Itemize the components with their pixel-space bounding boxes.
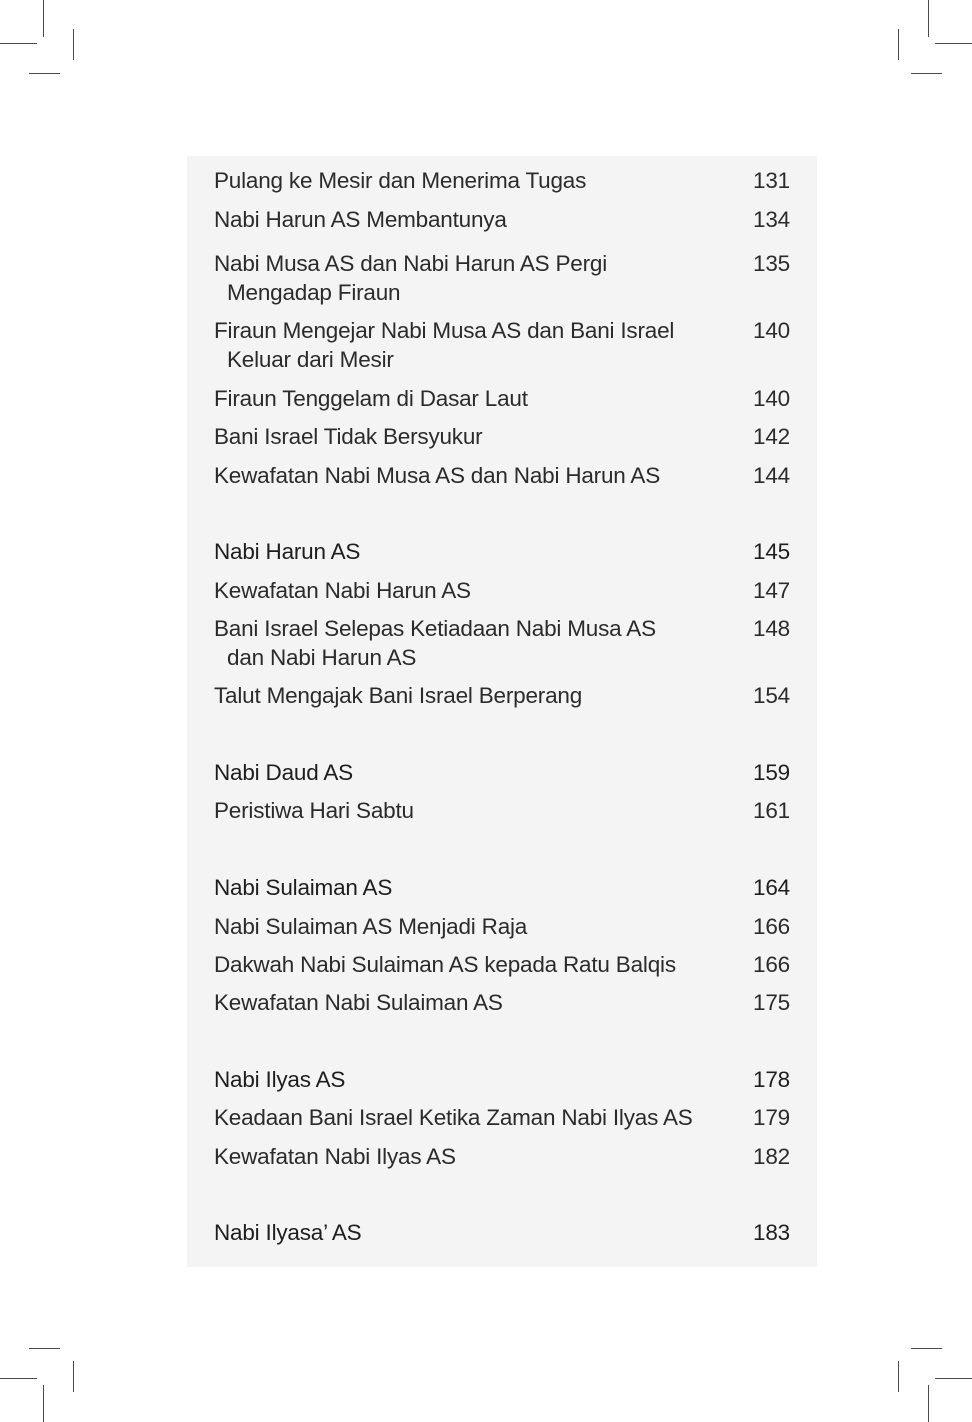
toc-entry-title [214, 384, 714, 413]
toc-section-entry[interactable] [214, 950, 790, 979]
toc-entry-title-line1: Bani Israel Tidak Bersyukur [214, 424, 483, 449]
toc-entry-title-line1: Nabi Ilyasa’ AS [214, 1220, 362, 1245]
toc-entry-title-line1: Kewafatan Nabi Sulaiman AS [214, 990, 503, 1015]
toc-entry-title [214, 576, 714, 605]
toc-entry-title [214, 422, 714, 451]
toc-chapter-entry[interactable] [214, 758, 790, 787]
toc-entry-title [214, 205, 714, 234]
crop-mark [898, 1361, 899, 1392]
toc-entry-title-line1: Talut Mengajak Bani Israel Berperang [214, 683, 583, 708]
toc-section-entry[interactable] [214, 912, 790, 941]
toc-entry-title [214, 1065, 714, 1094]
toc-entry-page-number: 145 [753, 539, 790, 564]
toc-entry-title-line1: Kewafatan Nabi Musa AS dan Nabi Harun AS [214, 463, 661, 488]
crop-mark [73, 1361, 74, 1392]
toc-section-entry[interactable] [214, 422, 790, 451]
toc-section-entry[interactable] [214, 681, 790, 710]
toc-entry-page-number: 159 [753, 760, 790, 785]
toc-entry-title-line1: Nabi Harun AS Membantunya [214, 207, 507, 232]
crop-mark [29, 1348, 60, 1349]
toc-section-entry[interactable] [214, 1142, 790, 1171]
crop-mark [911, 1348, 942, 1349]
crop-mark [928, 0, 929, 37]
toc-section-entry[interactable] [214, 205, 790, 234]
toc-entry-title [214, 537, 714, 566]
toc-section-entry[interactable] [214, 988, 790, 1017]
crop-mark [29, 73, 60, 74]
toc-entry-title-line1: Nabi Sulaiman AS Menjadi Raja [214, 914, 528, 939]
toc-entry-title [214, 316, 714, 374]
toc-entry-page-number: 140 [753, 386, 790, 411]
toc-entry-title [214, 988, 714, 1017]
toc-entry-title-line1: Kewafatan Nabi Harun AS [214, 578, 471, 603]
toc-entry-page-number: 161 [753, 798, 790, 823]
toc-entry-page-number: 179 [753, 1105, 790, 1130]
toc-entry-title-line1: Firaun Tenggelam di Dasar Laut [214, 386, 528, 411]
toc-entry-page-number: 182 [753, 1144, 790, 1169]
toc-entry-title [214, 873, 714, 902]
toc-entry-title [214, 1142, 714, 1171]
toc-entry-title [214, 681, 714, 710]
toc-entry-title-line1: Nabi Musa AS dan Nabi Harun AS Pergi [214, 251, 608, 276]
table-of-contents [187, 156, 817, 1267]
toc-entry-title-line1: Nabi Ilyas AS [214, 1067, 346, 1092]
toc-entry-page-number: 148 [753, 616, 790, 641]
toc-entry-title [214, 950, 714, 979]
toc-entry-title [214, 796, 714, 825]
toc-entry-page-number: 164 [753, 875, 790, 900]
toc-entry-title-line1: Bani Israel Selepas Ketiadaan Nabi Musa AS [214, 616, 656, 641]
toc-entry-page-number: 154 [753, 683, 790, 708]
crop-mark [935, 43, 972, 44]
toc-entry-title [214, 1218, 714, 1247]
toc-section-entry[interactable] [214, 614, 790, 672]
toc-chapter-entry[interactable] [214, 1065, 790, 1094]
toc-section-entry[interactable] [214, 796, 790, 825]
crop-mark [935, 1378, 972, 1379]
toc-section-entry[interactable] [214, 1103, 790, 1132]
toc-entry-title [214, 249, 714, 307]
toc-entry-title-line1: Keadaan Bani Israel Ketika Zaman Nabi Ilyas AS [214, 1105, 693, 1130]
toc-entry-title [214, 1103, 714, 1132]
crop-mark [0, 1378, 37, 1379]
toc-entry-title-line1: Kewafatan Nabi Ilyas AS [214, 1144, 456, 1169]
toc-entry-page-number: 166 [753, 952, 790, 977]
toc-entry-title-line1: Pulang ke Mesir dan Menerima Tugas [214, 168, 587, 193]
toc-section-entry[interactable] [214, 249, 790, 307]
toc-entry-page-number: 140 [753, 318, 790, 343]
toc-entry-title-line1: Peristiwa Hari Sabtu [214, 798, 414, 823]
toc-entry-title [214, 461, 714, 490]
toc-entry-page-number: 183 [753, 1220, 790, 1245]
toc-chapter-entry[interactable] [214, 873, 790, 902]
toc-section-entry[interactable] [214, 384, 790, 413]
crop-mark [898, 29, 899, 60]
toc-entry-title [214, 614, 714, 672]
toc-entry-title [214, 912, 714, 941]
crop-mark [43, 0, 44, 37]
toc-entry-title-line2: Keluar dari Mesir [227, 347, 394, 372]
toc-entry-page-number: 135 [753, 251, 790, 276]
toc-entry-page-number: 131 [753, 168, 790, 193]
toc-entry-title-line1: Nabi Sulaiman AS [214, 875, 393, 900]
crop-mark [911, 73, 942, 74]
toc-entry-title-line2: dan Nabi Harun AS [227, 645, 417, 670]
crop-mark [0, 43, 37, 44]
toc-section-entry[interactable] [214, 316, 790, 374]
toc-entry-title-line2: Mengadap Firaun [227, 280, 401, 305]
crop-mark [928, 1385, 929, 1422]
toc-entry-title-line1: Nabi Daud AS [214, 760, 353, 785]
toc-section-entry[interactable] [214, 166, 790, 195]
toc-entry-page-number: 166 [753, 914, 790, 939]
toc-entry-page-number: 178 [753, 1067, 790, 1092]
crop-mark [73, 29, 74, 60]
toc-entry-page-number: 142 [753, 424, 790, 449]
toc-entry-title [214, 166, 714, 195]
toc-entry-page-number: 134 [753, 207, 790, 232]
toc-entry-title [214, 758, 714, 787]
toc-chapter-entry[interactable] [214, 1218, 790, 1247]
toc-section-entry[interactable] [214, 576, 790, 605]
toc-section-entry[interactable] [214, 461, 790, 490]
toc-entry-page-number: 175 [753, 990, 790, 1015]
crop-mark [43, 1385, 44, 1422]
toc-entry-page-number: 144 [753, 463, 790, 488]
toc-entry-page-number: 147 [753, 578, 790, 603]
toc-entry-title-line1: Firaun Mengejar Nabi Musa AS dan Bani Israel [214, 318, 675, 343]
toc-chapter-entry[interactable] [214, 537, 790, 566]
toc-entry-title-line1: Dakwah Nabi Sulaiman AS kepada Ratu Balqis [214, 952, 676, 977]
toc-entry-title-line1: Nabi Harun AS [214, 539, 361, 564]
